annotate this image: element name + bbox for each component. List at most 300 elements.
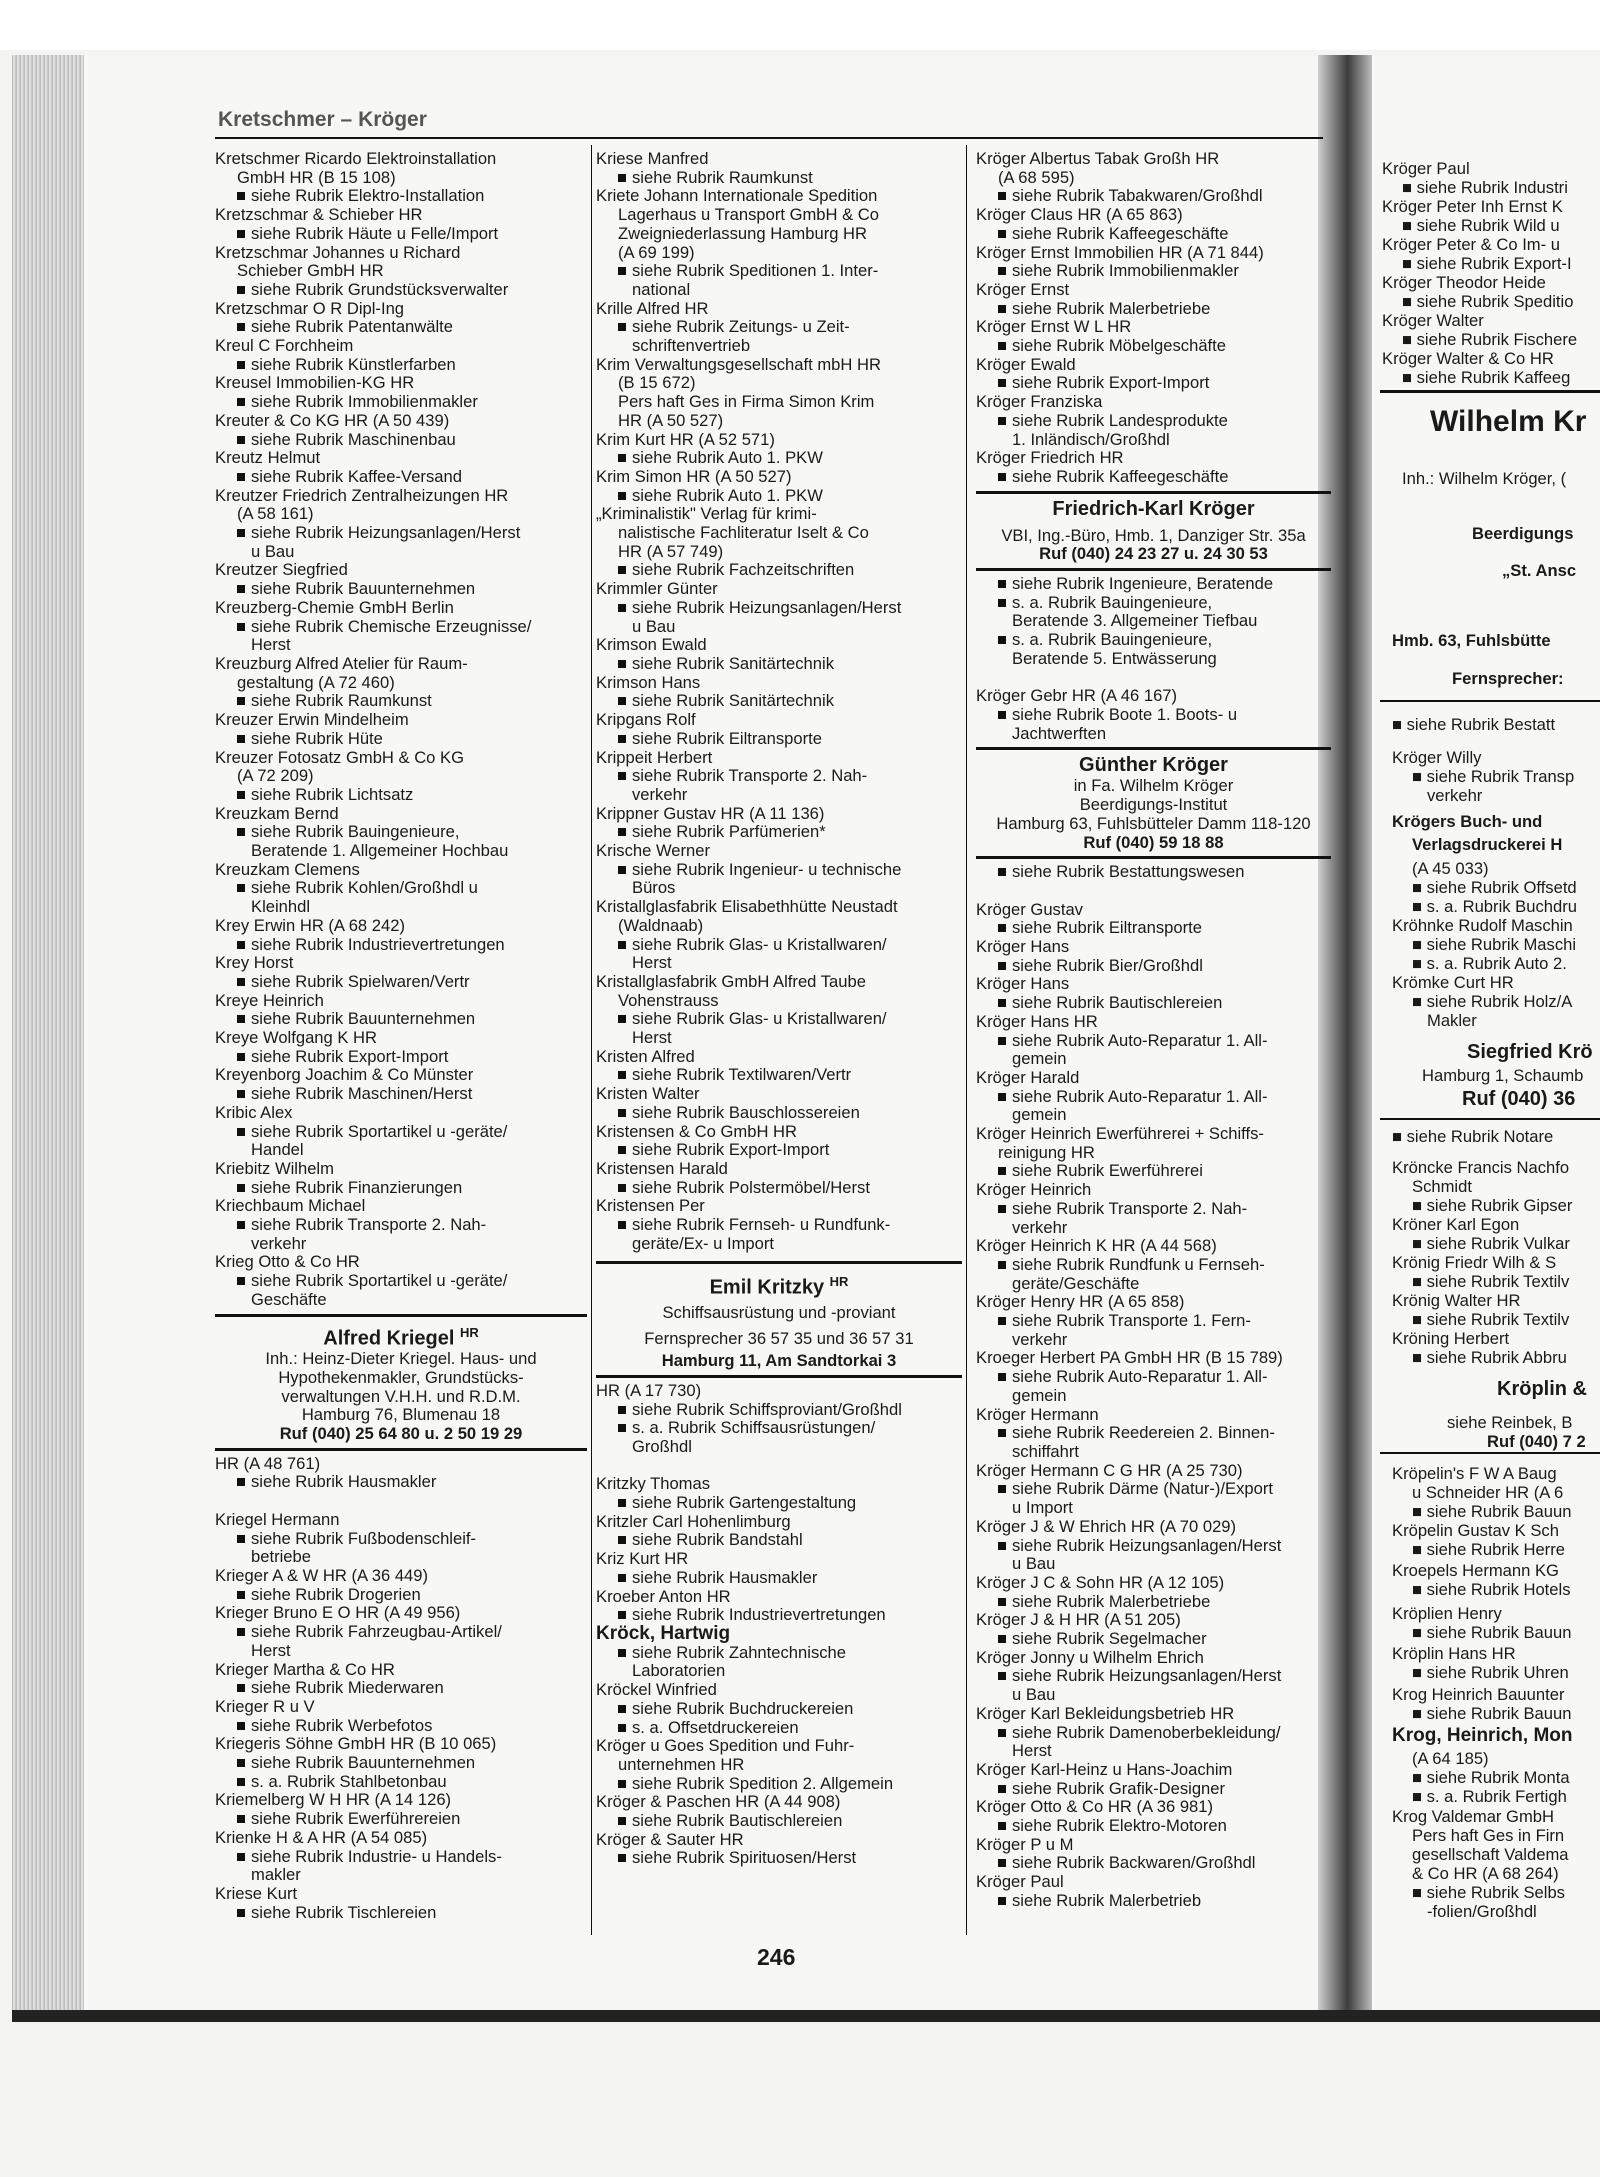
directory-entry — [976, 1649, 1331, 1668]
entry-text: Kröger P u M — [976, 1834, 1074, 1854]
entry-text: HR (A 17 730) — [596, 1380, 702, 1400]
entry-list — [976, 863, 1331, 1910]
right-page-line: u Schneider HR (A 6 — [1412, 1483, 1564, 1502]
bullet-square-icon — [237, 1015, 245, 1023]
entry-text: gemein — [1012, 1105, 1067, 1125]
entry-text: Krimmler Günter — [596, 579, 718, 599]
directory-entry — [215, 1623, 587, 1642]
directory-entry — [976, 1200, 1331, 1219]
entry-text: siehe Rubrik Buchdruckereien — [632, 1698, 854, 1718]
directory-entry — [596, 431, 962, 450]
entry-text: Herst — [632, 953, 672, 973]
entry-text: nalistische Fachliteratur Iselt & Co — [618, 523, 869, 543]
directory-entry — [596, 749, 962, 768]
entry-text: Kröger Heinrich K HR (A 44 568) — [976, 1236, 1217, 1256]
entry-text: Kretzschmar & Schieber HR — [215, 205, 423, 225]
entry-text: Krimson Ewald — [596, 635, 707, 655]
directory-entry — [596, 1793, 962, 1812]
directory-entry — [215, 1548, 587, 1567]
entry-text: siehe Rubrik Eiltransporte — [632, 728, 822, 748]
entry-text: siehe Rubrik Kaffeegeschäfte — [1012, 223, 1229, 243]
entry-text: Kreutz Helmut — [215, 448, 321, 468]
bullet-square-icon — [998, 999, 1006, 1007]
entry-text: siehe Rubrik Malerbetriebe — [1012, 1591, 1211, 1611]
entry-text: siehe Rubrik Textilwaren/Vertr — [632, 1065, 852, 1085]
directory-entry — [215, 374, 587, 393]
bullet-square-icon — [618, 1109, 626, 1117]
bullet-square-icon — [237, 623, 245, 631]
directory-entry — [976, 374, 1331, 393]
bullet-square-icon — [998, 1485, 1006, 1493]
scan-top-margin — [0, 0, 1600, 50]
entry-text: verkehr — [1012, 1329, 1068, 1349]
entry-text: Kriebitz Wilhelm — [215, 1158, 334, 1178]
bullet-square-icon — [618, 604, 626, 612]
bullet-square-icon — [618, 1015, 626, 1023]
directory-entry — [215, 674, 587, 693]
entry-text: s. a. Rubrik Bauingenieure, — [1012, 630, 1213, 650]
right-page-line: Kröger Peter Inh Ernst K — [1382, 197, 1563, 216]
directory-entry — [215, 1272, 587, 1291]
directory-entry — [215, 468, 587, 487]
directory-entry — [976, 1275, 1331, 1294]
right-page-line: ■ siehe Rubrik Hotels — [1412, 1580, 1571, 1599]
bullet-square-icon — [237, 436, 245, 444]
ad-lines — [976, 777, 1331, 833]
bullet-square-icon — [237, 529, 245, 537]
box-rule — [976, 491, 1331, 494]
bullet-square-icon — [618, 454, 626, 462]
directory-entry — [215, 1197, 587, 1216]
entry-text: Kreul C Forchheim — [215, 336, 354, 356]
entry-text: siehe Rubrik Heizungsanlagen/Herst — [1012, 1535, 1282, 1555]
directory-entry — [976, 938, 1331, 957]
directory-entry — [976, 1312, 1331, 1331]
directory-entry — [596, 1475, 962, 1494]
bullet-square-icon — [998, 1167, 1006, 1175]
entry-text: Kröger Karl Bekleidungsbetrieb HR — [976, 1703, 1235, 1723]
right-page-line: ■ siehe Rubrik Industri — [1402, 178, 1568, 197]
directory-entry — [596, 879, 962, 898]
entry-text: siehe Rubrik Malerbetrieb — [1012, 1890, 1202, 1910]
directory-entry — [976, 337, 1331, 356]
entry-text: Kröger Ernst — [976, 279, 1070, 299]
entry-text: Krieg Otto & Co HR — [215, 1252, 360, 1272]
directory-entry — [976, 919, 1331, 938]
entry-text: siehe Rubrik Transporte 2. Nah- — [251, 1215, 487, 1235]
directory-entry — [976, 725, 1331, 744]
bullet-square-icon — [998, 599, 1006, 607]
entry-text: Kriechbaum Michael — [215, 1196, 366, 1216]
bullet-square-icon — [618, 1406, 626, 1414]
entry-text: geräte/Ex- u Import — [632, 1233, 775, 1253]
directory-entry — [976, 262, 1331, 281]
directory-entry — [596, 655, 962, 674]
entry-text: verkehr — [251, 1233, 307, 1253]
ad-text-line: Schiffsausrüstung und -proviant — [662, 1303, 896, 1323]
directory-entry — [976, 1237, 1331, 1256]
directory-entry — [976, 1088, 1331, 1107]
entry-text: Kristen Alfred — [596, 1046, 695, 1066]
directory-entry — [976, 356, 1331, 375]
right-page-line: ■ siehe Rubrik Wild u — [1402, 216, 1560, 235]
entry-text: Kröger J C & Sohn HR (A 12 105) — [976, 1572, 1225, 1592]
directory-entry — [596, 1029, 962, 1048]
directory-entry — [596, 1216, 962, 1235]
directory-entry — [596, 973, 962, 992]
entry-text: GmbH HR (B 15 108) — [237, 167, 396, 187]
entry-text: Krim Kurt HR (A 52 571) — [596, 429, 775, 449]
ad-phone: Ruf (040) 25 64 80 u. 2 50 19 29 — [279, 1424, 523, 1444]
directory-entry — [215, 1866, 587, 1885]
directory-entry — [596, 1085, 962, 1104]
bullet-square-icon — [998, 473, 1006, 481]
entry-text: Kriegeris Söhne GmbH HR (B 10 065) — [215, 1734, 497, 1754]
right-page-line: Kröplin & — [1497, 1378, 1587, 1400]
ad-lines — [596, 1300, 962, 1352]
entry-text: siehe Rubrik Spirituosen/Herst — [632, 1848, 857, 1868]
entry-text: siehe Rubrik Ewerführereien — [251, 1809, 461, 1829]
box-rule — [976, 856, 1331, 859]
entry-text: Kriete Johann Internationale Spedition — [596, 186, 878, 206]
right-page-line: gesellschaft Valdema — [1412, 1845, 1569, 1864]
entry-text: Kritzky Thomas — [596, 1474, 711, 1494]
right-page-line: ■ siehe Rubrik Speditio — [1402, 292, 1574, 311]
right-page-rule — [1380, 1118, 1600, 1120]
directory-entry — [976, 449, 1331, 468]
bullet-square-icon — [998, 267, 1006, 275]
directory-entry — [215, 973, 587, 992]
directory-entry — [215, 730, 587, 749]
directory-entry — [215, 786, 587, 805]
entry-text: Krieger A & W HR (A 36 449) — [215, 1565, 429, 1585]
directory-entry — [976, 669, 1331, 688]
entry-text: Jachtwerften — [1012, 723, 1107, 743]
page-header: Kretschmer – Kröger — [218, 108, 427, 131]
entry-text: siehe Rubrik Auto-Reparatur 1. All- — [1012, 1030, 1268, 1050]
bullet-square-icon — [618, 1221, 626, 1229]
entry-text: siehe Rubrik Maschinenbau — [251, 429, 456, 449]
bullet-square-icon — [618, 267, 626, 275]
entry-text: Kreuzkam Clemens — [215, 859, 360, 879]
entry-text: siehe Rubrik Malerbetriebe — [1012, 298, 1211, 318]
directory-entry — [596, 412, 962, 431]
entry-text: Kröger Hans — [976, 937, 1070, 957]
entry-text: siehe Rubrik Kaffee-Versand — [251, 466, 462, 486]
entry-text: siehe Rubrik Raumkunst — [251, 691, 432, 711]
bullet-square-icon — [237, 1684, 245, 1692]
right-page-rule — [1380, 700, 1600, 702]
directory-entry — [976, 1162, 1331, 1181]
entry-text: Kröger Heinrich — [976, 1180, 1092, 1200]
directory-entry — [596, 169, 962, 188]
directory-entry — [596, 730, 962, 749]
right-page-line: Kröpelin's F W A Baug — [1392, 1464, 1557, 1483]
entry-text: Kreutzer Siegfried — [215, 560, 348, 580]
right-page-line: ■ siehe Rubrik Bauun — [1412, 1502, 1572, 1521]
entry-text: makler — [251, 1865, 301, 1885]
directory-entry — [976, 612, 1331, 631]
directory-entry — [976, 1555, 1331, 1574]
entry-text: siehe Rubrik Chemische Erzeugnisse/ — [251, 616, 532, 636]
directory-entry — [976, 1761, 1331, 1780]
right-page-line: Inh.: Wilhelm Kröger, ( — [1402, 469, 1567, 488]
directory-entry — [215, 805, 587, 824]
directory-entry — [215, 1104, 587, 1123]
directory-entry — [596, 1812, 962, 1831]
directory-entry — [596, 1513, 962, 1532]
right-page-line: Kröplin Hans HR — [1392, 1644, 1516, 1663]
ad-text-line: Inh.: Heinz-Dieter Kriegel. Haus- und — [265, 1349, 537, 1369]
directory-entry — [215, 1885, 587, 1904]
entry-text: (Waldnaab) — [618, 915, 704, 935]
entry-text: Kröger Ewald — [976, 354, 1076, 374]
directory-entry — [976, 975, 1331, 994]
header-rule — [215, 137, 1323, 139]
directory-entry — [215, 711, 587, 730]
bullet-square-icon — [237, 1628, 245, 1636]
entry-text: Kristallglasfabrik GmbH Alfred Taube — [596, 971, 866, 991]
right-page-line: Krönig Friedr Wilh & S — [1392, 1253, 1557, 1272]
bullet-square-icon — [998, 962, 1006, 970]
bullet-square-icon — [237, 1591, 245, 1599]
directory-entry — [215, 412, 587, 431]
directory-entry — [596, 1141, 962, 1160]
entry-text: Krieger Martha & Co HR — [215, 1659, 395, 1679]
bullet-square-icon — [998, 1037, 1006, 1045]
directory-entry — [215, 1904, 587, 1923]
right-page-line: ■ siehe Rubrik Notare — [1392, 1127, 1554, 1146]
entry-text: Krey Erwin HR (A 68 242) — [215, 915, 405, 935]
directory-entry — [596, 842, 962, 861]
ad-text-line: Beerdigungs-Institut — [1079, 795, 1228, 815]
entry-text: Kretschmer Ricardo Elektroinstallation — [215, 149, 497, 168]
entry-text: Kreye Heinrich — [215, 990, 324, 1010]
right-page-line: Kröner Karl Egon — [1392, 1215, 1520, 1234]
entry-text: Kroeber Anton HR — [596, 1586, 731, 1606]
bullet-square-icon — [618, 1499, 626, 1507]
bullet-square-icon — [237, 230, 245, 238]
entry-list — [596, 1382, 962, 1868]
directory-entry — [976, 1181, 1331, 1200]
entry-text: Kröger J & H HR (A 51 205) — [976, 1610, 1181, 1630]
bullet-square-icon — [998, 1672, 1006, 1680]
directory-entry — [976, 300, 1331, 319]
directory-entry — [596, 1550, 962, 1569]
entry-text: siehe Rubrik Export-Import — [632, 1140, 830, 1160]
entry-text: u Bau — [1012, 1685, 1056, 1705]
directory-entry — [976, 1537, 1331, 1556]
directory-entry — [215, 1848, 587, 1867]
entry-text: siehe Rubrik Eiltransporte — [1012, 918, 1202, 938]
right-page-line: Verlagsdruckerei H — [1412, 835, 1563, 854]
entry-text: siehe Rubrik Bautischlereien — [1012, 993, 1223, 1013]
entry-text: siehe Rubrik Elektro-Installation — [251, 186, 485, 206]
entry-text: s. a. Offsetdruckereien — [632, 1717, 799, 1737]
bullet-square-icon — [237, 978, 245, 986]
directory-entry — [215, 1586, 587, 1605]
entry-text: schiffahrt — [1012, 1442, 1080, 1461]
directory-entry — [976, 1798, 1331, 1817]
directory-entry — [215, 487, 587, 506]
right-page-line: ■ siehe Rubrik Maschi — [1412, 935, 1577, 954]
bullet-square-icon — [237, 1128, 245, 1136]
right-page-line: Fernsprecher: — [1452, 669, 1564, 688]
column-3 — [976, 150, 1331, 1911]
directory-entry — [596, 1644, 962, 1663]
entry-text: national — [632, 279, 691, 299]
ad-text-line: Hamburg 76, Blumenau 18 — [301, 1405, 501, 1425]
directory-entry — [596, 636, 962, 655]
directory-entry — [215, 1810, 587, 1829]
bullet-square-icon — [618, 735, 626, 743]
entry-text: siehe Rubrik Transporte 1. Fern- — [1012, 1311, 1251, 1331]
directory-entry — [596, 300, 962, 319]
directory-entry — [215, 1679, 587, 1698]
right-page-line: Schmidt — [1412, 1177, 1472, 1196]
directory-entry — [596, 393, 962, 412]
directory-entry — [976, 281, 1331, 300]
directory-entry — [215, 692, 587, 711]
entry-text: siehe Rubrik Fachzeitschriften — [632, 560, 855, 580]
directory-entry — [976, 468, 1331, 487]
entry-text: siehe Rubrik Bautischlereien — [632, 1811, 843, 1831]
entry-text: gemein — [1012, 1049, 1067, 1069]
directory-entry — [596, 1588, 962, 1607]
directory-entry — [596, 1066, 962, 1085]
entry-text: siehe Rubrik Parfümerien* — [632, 822, 826, 842]
directory-entry — [976, 901, 1331, 920]
entry-text: siehe Rubrik Fernseh- u Rundfunk- — [632, 1215, 891, 1235]
bullet-square-icon — [998, 417, 1006, 425]
entry-text: siehe Rubrik Bauunternehmen — [251, 1753, 476, 1773]
directory-entry — [596, 1737, 962, 1756]
directory-entry — [215, 1530, 587, 1549]
entry-text: siehe Rubrik Auto-Reparatur 1. All- — [1012, 1086, 1268, 1106]
bullet-square-icon — [998, 1093, 1006, 1101]
right-page-line: Kröhnke Rudolf Maschin — [1392, 916, 1573, 935]
directory-entry — [976, 225, 1331, 244]
entry-text: siehe Rubrik Industrie- u Handels- — [251, 1846, 502, 1866]
entry-text: siehe Rubrik Damenoberbekleidung/ — [1012, 1722, 1281, 1742]
entry-text: siehe Rubrik Künstlerfarben — [251, 354, 456, 374]
bullet-square-icon — [618, 1071, 626, 1079]
entry-text: Krieger Bruno E O HR (A 49 956) — [215, 1603, 461, 1623]
directory-entry — [215, 1642, 587, 1661]
bullet-square-icon — [998, 1897, 1006, 1905]
directory-entry — [215, 281, 587, 300]
directory-entry — [215, 599, 587, 618]
bullet-square-icon — [618, 323, 626, 331]
directory-entry — [976, 169, 1331, 188]
entry-text: siehe Rubrik Sportartikel u -geräte/ — [251, 1271, 508, 1291]
directory-entry — [596, 150, 962, 169]
entry-list — [976, 575, 1331, 743]
entry-text: Krim Simon HR (A 50 527) — [596, 466, 792, 486]
directory-entry — [976, 1873, 1331, 1892]
entry-text: siehe Rubrik Reedereien 2. Binnen- — [1012, 1423, 1275, 1443]
ad-box-kritzky — [596, 1270, 962, 1370]
directory-entry — [596, 992, 962, 1011]
entry-text: Krienke H & A HR (A 54 085) — [215, 1827, 428, 1847]
entry-text: siehe Rubrik Glas- u Kristallwaren/ — [632, 934, 887, 954]
entry-text: Kröger Albertus Tabak Großh HR — [976, 149, 1220, 168]
entry-text: Lagerhaus u Transport GmbH & Co — [618, 205, 880, 225]
entry-text: Kröger Jonny u Wilhelm Ehrich — [976, 1647, 1204, 1667]
column-divider — [591, 145, 592, 1935]
directory-entry — [976, 1630, 1331, 1649]
entry-text: u Bau — [251, 541, 295, 561]
directory-entry — [596, 374, 962, 393]
directory-entry — [976, 393, 1331, 412]
directory-entry — [215, 1604, 587, 1623]
entry-list — [976, 150, 1331, 487]
bullet-square-icon — [618, 174, 626, 182]
directory-entry — [596, 1756, 962, 1775]
right-page-line: Krog Valdemar GmbH — [1392, 1807, 1554, 1826]
right-page-line: ■ siehe Rubrik Holz/A — [1412, 992, 1573, 1011]
entry-text: siehe Rubrik Lichtsatz — [251, 784, 414, 804]
ad-box-guenther — [976, 754, 1331, 852]
entry-text: siehe Rubrik Ewerführerei — [1012, 1161, 1203, 1181]
directory-entry — [596, 1457, 962, 1476]
bullet-square-icon — [998, 580, 1006, 588]
entry-text: siehe Rubrik Sanitärtechnik — [632, 691, 834, 711]
entry-text: Krieger R u V — [215, 1696, 315, 1716]
directory-entry — [596, 1719, 962, 1738]
entry-text: Kribic Alex — [215, 1102, 293, 1122]
directory-entry — [976, 150, 1331, 169]
bullet-square-icon — [618, 1705, 626, 1713]
entry-text: siehe Rubrik Export-Import — [1012, 373, 1210, 393]
directory-entry — [976, 1368, 1331, 1387]
entry-text: siehe Rubrik Hüte — [251, 728, 383, 748]
directory-entry — [596, 468, 962, 487]
right-page-line: (A 45 033) — [1412, 859, 1489, 878]
entry-text: Kreye Wolfgang K HR — [215, 1028, 378, 1048]
entry-text: Kreyenborg Joachim & Co Münster — [215, 1065, 474, 1085]
entry-text — [976, 668, 981, 687]
directory-entry — [215, 1492, 587, 1511]
entry-text: verkehr — [632, 784, 688, 804]
directory-entry — [596, 524, 962, 543]
directory-entry — [215, 861, 587, 880]
entry-text: siehe Rubrik Kohlen/Großhdl u — [251, 878, 478, 898]
entry-text: Kröger Ernst Immobilien HR (A 71 844) — [976, 242, 1264, 262]
bullet-square-icon — [237, 1853, 245, 1861]
directory-entry — [596, 711, 962, 730]
entry-text: gemein — [1012, 1385, 1067, 1405]
entry-text: (A 69 199) — [618, 242, 695, 262]
bullet-square-icon — [618, 1424, 626, 1432]
directory-entry — [596, 580, 962, 599]
entry-text: Krimson Hans — [596, 672, 701, 692]
bullet-square-icon — [618, 1574, 626, 1582]
right-page-line: Kröpelin Gustav K Sch — [1392, 1521, 1559, 1540]
entry-text: Zweigniederlassung Hamburg HR — [618, 223, 868, 243]
bullet-square-icon — [618, 828, 626, 836]
directory-entry — [976, 994, 1331, 1013]
entry-text: s. a. Rubrik Schiffsausrüstungen/ — [632, 1418, 876, 1438]
right-page-line: Kröncke Francis Nachfo — [1392, 1158, 1570, 1177]
bullet-square-icon — [618, 1780, 626, 1788]
directory-entry — [215, 1160, 587, 1179]
bullet-square-icon — [998, 924, 1006, 932]
directory-entry — [596, 1048, 962, 1067]
directory-entry — [215, 244, 587, 263]
entry-text: HR (A 57 749) — [618, 541, 724, 561]
directory-entry — [976, 1611, 1331, 1630]
